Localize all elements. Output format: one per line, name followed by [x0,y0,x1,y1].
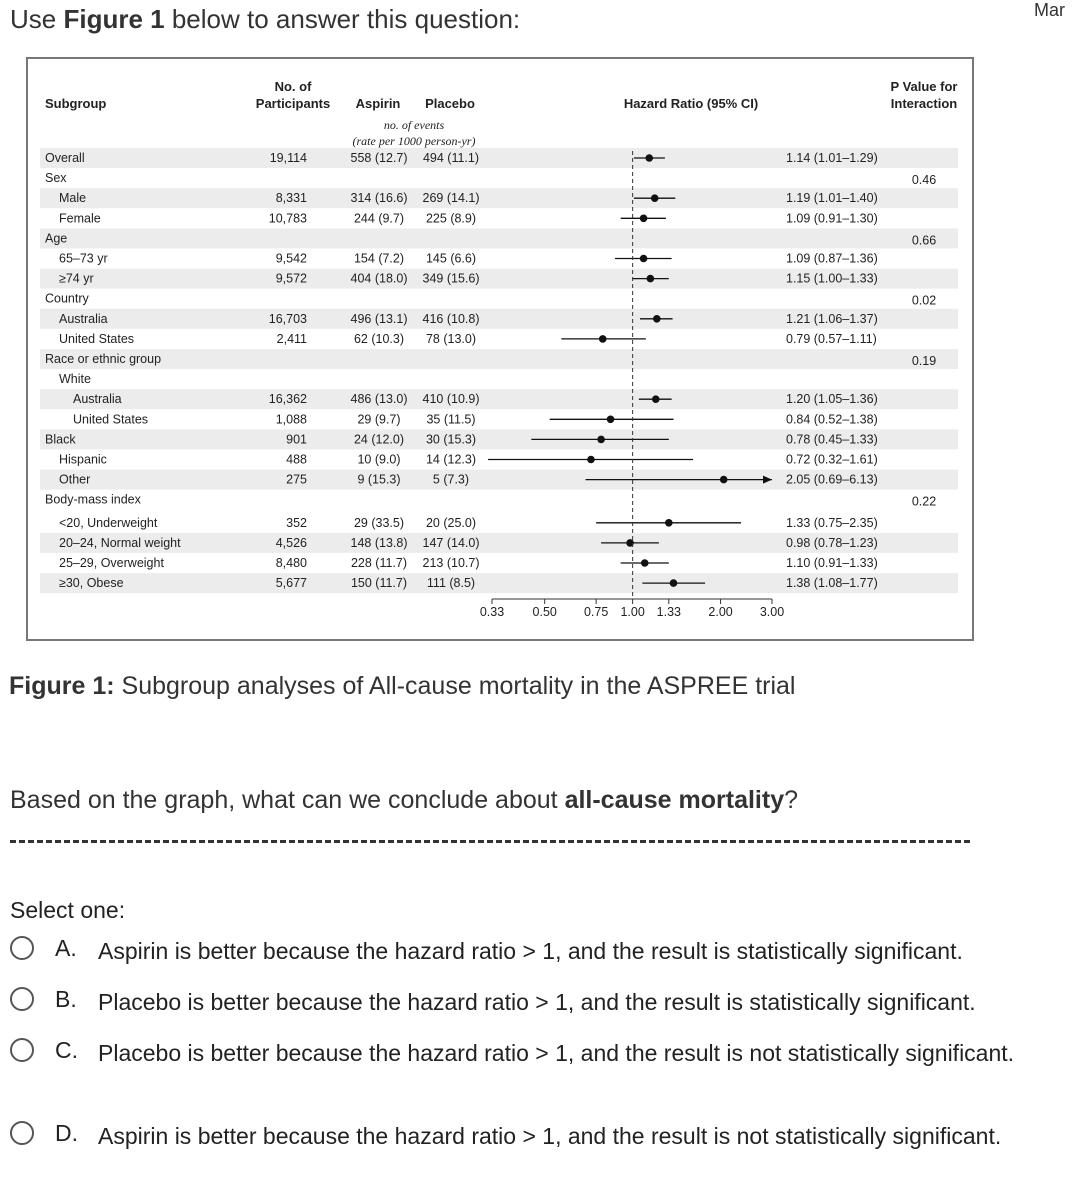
option-letter-b: B. [55,986,77,1012]
hr-point [640,215,648,223]
hr-point [607,416,615,424]
row-label: Other [59,472,91,487]
row-label: <20, Underweight [59,515,158,530]
figure-caption [9,672,795,701]
row-label: Sex [45,171,67,186]
row-participants: 488 [286,452,307,467]
row-aspirin-events: 29 (9.7) [357,412,401,427]
header-aspirin: Aspirin [355,96,401,111]
option-text-d: Aspirin is better because the hazard ratio > 1, and the result is not statistically significant. [98,1123,1002,1149]
row-hr-text: 1.10 (0.91–1.33) [786,556,878,570]
row-placebo-events: 213 (10.7) [422,556,480,570]
row-hr-text: 1.19 (1.01–1.40) [786,191,878,206]
hr-point [599,335,607,343]
row-hr-text: 1.15 (1.00–1.33) [786,271,878,286]
row-placebo-events: 349 (15.6) [422,271,480,286]
header-participants-line1: No. of [274,79,312,94]
row-participants: 16,362 [268,392,307,407]
row-participants: 19,114 [269,151,307,165]
row-placebo-events: 78 (13.0) [425,331,477,346]
hr-point [587,456,595,464]
row-label: White [59,372,91,387]
x-tick-label: 0.33 [479,605,505,619]
radio-button-b[interactable] [10,987,34,1011]
hr-point [653,315,661,323]
prompt-post: ? [784,786,798,814]
row-placebo-events: 147 (14.0) [422,535,480,550]
row-pvalue: 0.66 [911,233,937,248]
row-label: Australia [73,392,122,407]
row-label: Male [59,191,87,206]
x-tick-label: 0.50 [532,605,557,619]
row-placebo-events: 30 (15.3) [425,432,477,447]
row-shade [40,228,958,248]
row-placebo-events: 410 (10.9) [422,392,480,407]
option-text-a: Aspirin is better because the hazard ratio > 1, and the result is statistically significant. [98,938,963,964]
row-hr-text: 1.09 (0.87–1.36) [786,251,878,266]
option-text-c: Placebo is better because the hazard ratio > 1, and the result is not statistically significant. [98,1040,1015,1066]
prompt-pre: Based on the graph, what can we conclude about [10,786,565,814]
row-aspirin-events: 148 (13.8) [350,535,408,550]
row-aspirin-events: 404 (18.0) [350,271,408,286]
question-intro-post: below to answer this question: [164,4,521,34]
header-hazard-ratio: Hazard Ratio (95% CI) [623,96,759,111]
x-tick-label: 0.75 [583,605,609,619]
row-placebo-events: 5 (7.3) [432,472,470,487]
header-events-line1: no. of events [383,118,445,132]
row-placebo-events: 35 (11.5) [426,412,476,427]
hr-point [651,194,659,202]
header-participants-line2: Participants [255,96,331,111]
row-participants: 10,783 [268,211,307,226]
mark-label: Mar [1034,0,1065,20]
row-participants: 8,331 [275,191,307,206]
row-label: Body-mass index [45,492,141,507]
row-label: ≥30, Obese [59,576,124,591]
header-pvalue-line1: P Value for [890,79,958,94]
row-label: Race or ethnic group [45,352,162,366]
row-placebo-events: 111 (8.5) [426,576,476,591]
row-label: Hispanic [59,452,107,467]
header-events-line2: (rate per 1000 person-yr) [352,134,476,148]
row-label: United States [59,331,135,346]
row-aspirin-events: 9 (15.3) [357,472,401,487]
radio-button-c[interactable] [10,1038,34,1062]
hr-point [645,154,653,162]
row-hr-text: 1.09 (0.91–1.30) [786,211,878,226]
row-aspirin-events: 10 (9.0) [357,452,401,467]
figure-caption-text: Subgroup analyses of All-cause mortality in the ASPREE trial [114,672,796,700]
row-label: 25–29, Overweight [59,556,164,570]
row-pvalue: 0.46 [911,173,937,188]
row-label: Country [45,291,89,306]
hr-point [640,255,648,263]
row-placebo-events: 494 (11.1) [422,151,480,165]
row-aspirin-events: 228 (11.7) [350,556,408,570]
row-pvalue: 0.02 [911,293,937,308]
question-intro-pre: Use [10,4,64,34]
header-subgroup: Subgroup [45,96,107,111]
row-hr-text: 1.21 (1.06–1.37) [786,311,878,326]
figure-caption-label: Figure 1: [9,672,115,700]
row-hr-text: 0.78 (0.45–1.33) [786,432,878,447]
hr-point [652,395,660,403]
row-hr-text: 1.33 (0.75–2.35) [786,515,878,530]
hr-point [665,519,673,527]
row-aspirin-events: 244 (9.7) [353,211,405,226]
row-aspirin-events: 29 (33.5) [353,515,405,530]
row-placebo-events: 416 (10.8) [422,311,480,326]
option-letter-a: A. [55,935,77,961]
row-participants: 5,677 [275,576,307,591]
row-participants: 9,572 [275,271,307,286]
row-aspirin-events: 486 (13.0) [350,392,408,407]
row-placebo-events: 14 (12.3) [425,452,477,467]
row-label: 20–24, Normal weight [59,535,181,550]
row-participants: 275 [286,472,307,487]
option-letter-d: D. [55,1120,78,1146]
row-hr-text: 0.98 (0.78–1.23) [786,535,878,550]
row-placebo-events: 225 (8.9) [425,211,477,226]
option-letter-c: C. [55,1037,78,1063]
row-hr-text: 0.79 (0.57–1.11) [786,331,877,346]
row-shade [40,349,958,369]
row-aspirin-events: 24 (12.0) [353,432,405,447]
header-placebo: Placebo [425,96,475,111]
row-aspirin-events: 150 (11.7) [350,576,408,591]
question-intro-figure-ref: Figure 1 [63,4,165,34]
row-participants: 1,088 [275,412,307,427]
row-aspirin-events: 496 (13.1) [350,311,408,326]
header-pvalue-line2: Interaction [890,96,958,111]
row-pvalue: 0.19 [911,354,937,368]
x-tick-label: 1.00 [620,605,645,619]
hr-point [647,275,655,283]
forest-plot-figure [26,57,974,641]
row-placebo-events: 145 (6.6) [425,251,477,266]
row-hr-text: 2.05 (0.69–6.13) [786,472,878,487]
hr-point [670,579,678,587]
row-aspirin-events: 558 (12.7) [350,151,408,165]
prompt-bold: all-cause mortality [564,786,785,814]
row-placebo-events: 20 (25.0) [425,515,477,530]
row-participants: 2,411 [276,331,307,346]
row-hr-text: 0.72 (0.32–1.61) [786,452,878,467]
row-label: ≥74 yr [59,271,94,286]
option-text-b: Placebo is better because the hazard ratio > 1, and the result is statistically significant. [98,989,976,1015]
radio-button-a[interactable] [10,936,34,960]
row-pvalue: 0.22 [911,494,937,509]
x-tick-label: 1.33 [656,605,681,619]
row-label: Age [45,231,68,246]
hr-point [597,436,605,444]
row-aspirin-events: 314 (16.6) [350,191,408,206]
dashed-separator [10,840,970,843]
row-label: Australia [59,311,108,326]
row-label: 65–73 yr [59,251,108,266]
row-label: Female [59,211,101,226]
radio-button-d[interactable] [10,1121,34,1145]
select-one-label: Select one: [10,897,126,923]
row-aspirin-events: 62 (10.3) [353,331,405,346]
x-tick-label: 2.00 [708,605,733,619]
question-prompt [10,786,798,815]
forest-plot-svg [28,59,972,639]
row-label: United States [73,412,149,427]
row-hr-text: 1.20 (1.05–1.36) [786,392,878,407]
row-participants: 8,480 [275,556,307,570]
row-participants: 4,526 [275,535,307,550]
row-placebo-events: 269 (14.1) [422,191,480,206]
row-hr-text: 0.84 (0.52–1.38) [786,412,878,427]
row-participants: 352 [286,515,307,530]
x-tick-label: 3.00 [759,605,785,619]
row-hr-text: 1.14 (1.01–1.29) [786,151,878,165]
row-label: Overall [45,151,85,165]
hr-point [720,476,728,484]
row-participants: 901 [286,432,307,447]
row-label: Black [45,432,76,447]
hr-point [641,559,649,567]
row-participants: 16,703 [268,311,307,326]
question-title [10,4,520,35]
row-hr-text: 1.38 (1.08–1.77) [786,576,878,591]
row-aspirin-events: 154 (7.2) [353,251,405,266]
row-participants: 9,542 [275,251,307,266]
